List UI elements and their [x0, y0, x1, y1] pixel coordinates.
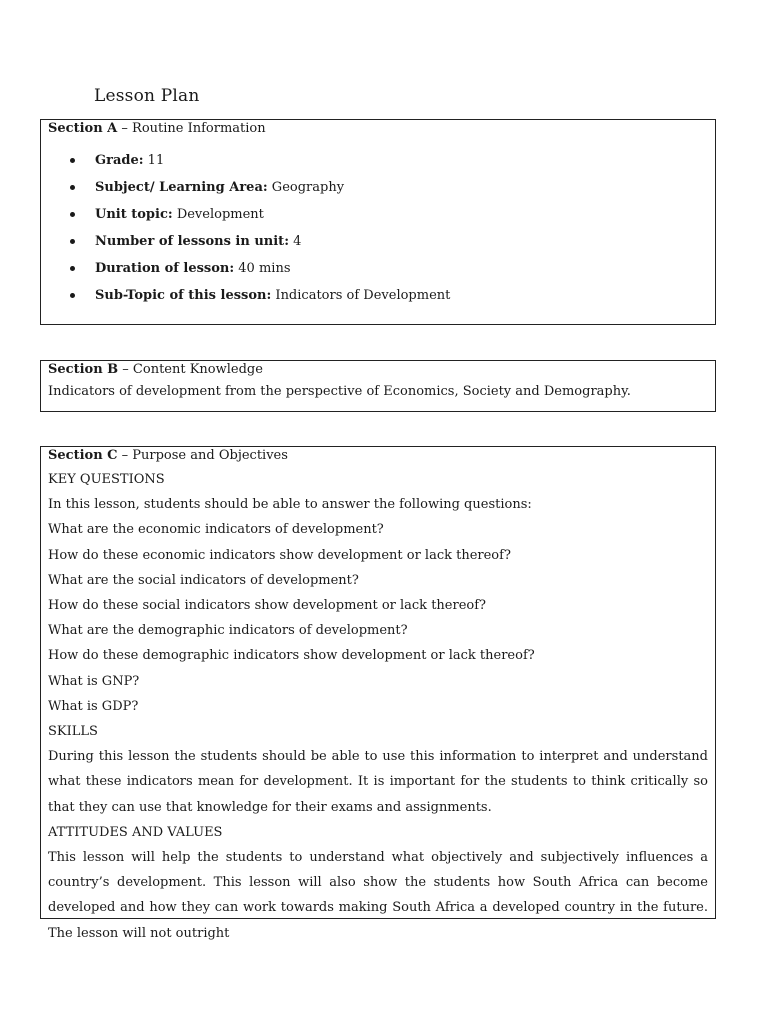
bullet-icon — [70, 239, 75, 244]
section-c-label: Section C — [48, 448, 118, 463]
routine-info-list — [48, 147, 708, 309]
question-item: How do these demographic indicators show development or lack thereof? — [48, 648, 535, 664]
item-label: Number of lessons in unit: — [95, 234, 289, 249]
section-b-heading — [48, 361, 708, 379]
bullet-icon — [70, 293, 75, 298]
key-questions-intro: In this lesson, students should be able to answer the following questions: — [48, 497, 532, 513]
attitudes-heading: ATTITUDES AND VALUES — [48, 824, 223, 840]
section-a-box — [40, 119, 716, 325]
item-label: Grade: — [95, 153, 144, 168]
content-knowledge-text: Indicators of development from the perspective of Economics, Society and Demography. — [48, 384, 631, 399]
bullet-icon — [70, 158, 75, 163]
item-value: 11 — [143, 153, 165, 168]
item-value: 40 mins — [234, 261, 291, 276]
bullet-icon — [70, 185, 75, 190]
question-item: How do these economic indicators show development or lack thereof? — [48, 547, 511, 563]
question-item: What are the demographic indicators of development? — [48, 623, 408, 639]
section-a-label: Section A — [48, 121, 118, 136]
item-value: Geography — [267, 180, 345, 195]
list-item — [48, 201, 708, 228]
section-a-heading — [48, 120, 708, 137]
section-a-title: – Routine Information — [117, 121, 266, 136]
skills-text: During this lesson the students should be able to use this information to interpret and understand what these indicators mean for development. It is important for the students to think critically so that they can use that knowledge for their exams and assignments. — [48, 749, 708, 815]
section-c-title: – Purpose and Objectives — [117, 448, 288, 463]
skills-heading: SKILLS — [48, 724, 98, 740]
question-item: What are the economic indicators of development? — [48, 522, 384, 538]
item-label: Duration of lesson: — [95, 261, 235, 276]
item-value: 4 — [289, 234, 302, 249]
attitudes-text: This lesson will help the students to understand what objectively and subjectively influences a country’s development. This lesson will also show the students how South Africa can become developed and how they can work towards making South Africa a developed country in the future. The lesson will not outright — [48, 850, 708, 941]
question-item: How do these social indicators show development or lack thereof? — [48, 598, 486, 614]
key-questions-heading: KEY QUESTIONS — [48, 472, 165, 487]
question-item: What is GDP? — [48, 698, 139, 714]
item-value: Indicators of Development — [271, 288, 451, 303]
question-item: What are the social indicators of development? — [48, 572, 359, 588]
bullet-icon — [70, 212, 75, 217]
list-item — [48, 228, 708, 255]
section-b-box — [40, 360, 716, 412]
item-label: Sub-Topic of this lesson: — [95, 288, 272, 303]
item-label: Subject/ Learning Area: — [95, 180, 268, 195]
question-item: What is GNP? — [48, 673, 140, 689]
section-b-label: Section B — [48, 362, 119, 377]
section-b-title: – Content Knowledge — [118, 362, 263, 377]
list-item — [48, 282, 708, 309]
bullet-icon — [70, 266, 75, 271]
page-title: Lesson Plan — [94, 86, 200, 106]
section-c-box — [40, 446, 716, 941]
list-item — [48, 255, 708, 282]
list-item — [48, 147, 708, 174]
item-value: Development — [172, 207, 264, 222]
item-label: Unit topic: — [95, 207, 173, 222]
section-c-heading — [48, 447, 708, 465]
section-c-body — [48, 467, 708, 946]
list-item — [48, 174, 708, 201]
